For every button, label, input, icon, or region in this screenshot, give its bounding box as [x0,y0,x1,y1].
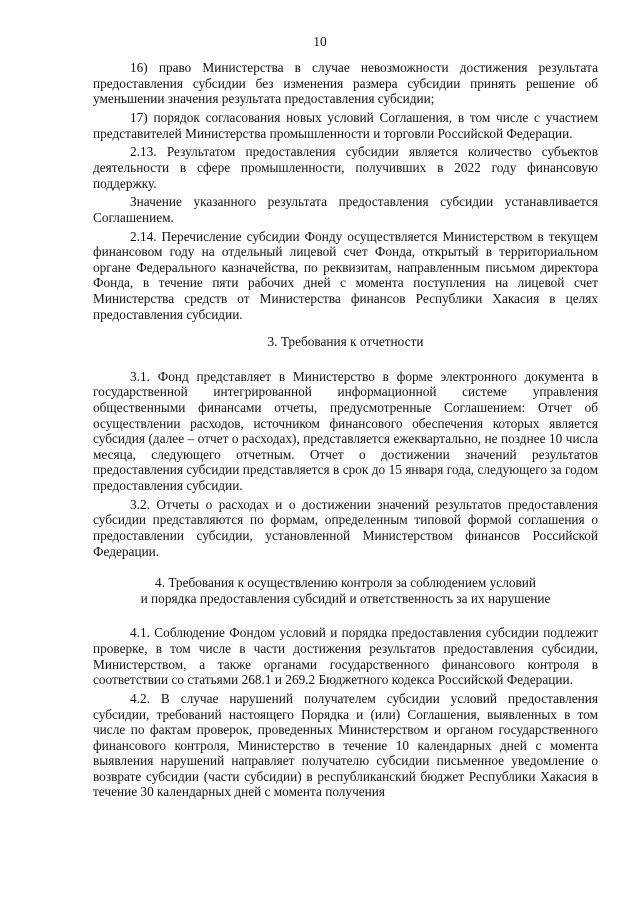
document-body [93,60,598,803]
paragraph-17: 17) порядок согласования новых условий Соглашения, в том числе с участием представителей Министерства промышленности и торговли Российской Федерации. [93,109,598,141]
paragraph-4-1: 4.1. Соблюдение Фондом условий и порядка предоставления субсидии подлежит проверке, в том числе в части достижения результатов предоставления субсидии, Министерством, а также органами государственного финансового контроля в соответствии со статьями 268.1 и 269.2 Бюджетного кодекса Российской Федерации. [93,625,598,688]
paragraph-4-2: 4.2. В случае нарушений получателем субсидии условий предоставления субсидии, требований настоящего Порядка и (или) Соглашения, выявленных в том числе по фактам проверок, проведенных Министерством и органом государственного финансового контроля, Министерство в течение 10 календарных дней с момента выявления нарушений направляет получателю субсидии письменное уведомление о возврате субсидии (части субсидии) в республиканский бюджет Республики Хакасия в течение 30 календарных дней с момента получения [93,690,598,800]
section-4-heading [93,575,598,606]
page-number: 10 [313,34,327,49]
paragraph-3-1: 3.1. Фонд представляет в Министерство в форме электронного документа в государственной интегрированной информационной системе управления общественными финансами отчеты, предусмотренные Соглашением: Отчет об осуществлении расходов, источником финансового обеспечения которых является субсидия (далее – отчет о расходах), представляется ежеквартально, не позднее 10 числа месяца, следующего отчетным. Отчет о достижении значений результатов предоставления субсидии представляется в срок до 15 января года, следующего за годом предоставления субсидии. [93,368,598,493]
section-3-heading: 3. Требования к отчетности [267,334,424,350]
paragraph-2-14: 2.14. Перечисление субсидии Фонду осуществляется Министерством в текущем финансовом году на отдельный лицевой счет Фонда, открытый в территориальном органе Федерального казначейства, по реквизитам, направленным письмом директора Фонда, в течение пяти рабочих дней с момента поступления на лицевой счет Министерства средств от Министерства финансов Республики Хакасия в целях предоставления субсидии. [93,228,598,322]
paragraph-16: 16) право Министерства в случае невозможности достижения результата предоставления субсидии без изменения размера субсидии принять решение об уменьшении значения результата предоставления субсидии; [93,60,598,107]
section-4-heading-line-1: 4. Требования к осуществлению контроля за соблюдением условий [155,575,536,591]
section-4-heading-line-2: и порядка предоставления субсидий и ответственность за их нарушение [140,590,551,606]
paragraph-3-2: 3.2. Отчеты о расходах и о достижении значений результатов предоставления субсидии представляются по формам, определенным типовой формой соглашения о предоставлении субсидии, установленной Министерством финансов Российской Федерации. [93,496,598,559]
paragraph-result-value: Значение указанного результата предоставления субсидии устанавливается Соглашением. [93,194,598,225]
paragraph-2-13: 2.13. Результатом предоставления субсидии является количество субъектов деятельности в сфере промышленности, получивших в 2022 году финансовую поддержку. [93,144,598,191]
